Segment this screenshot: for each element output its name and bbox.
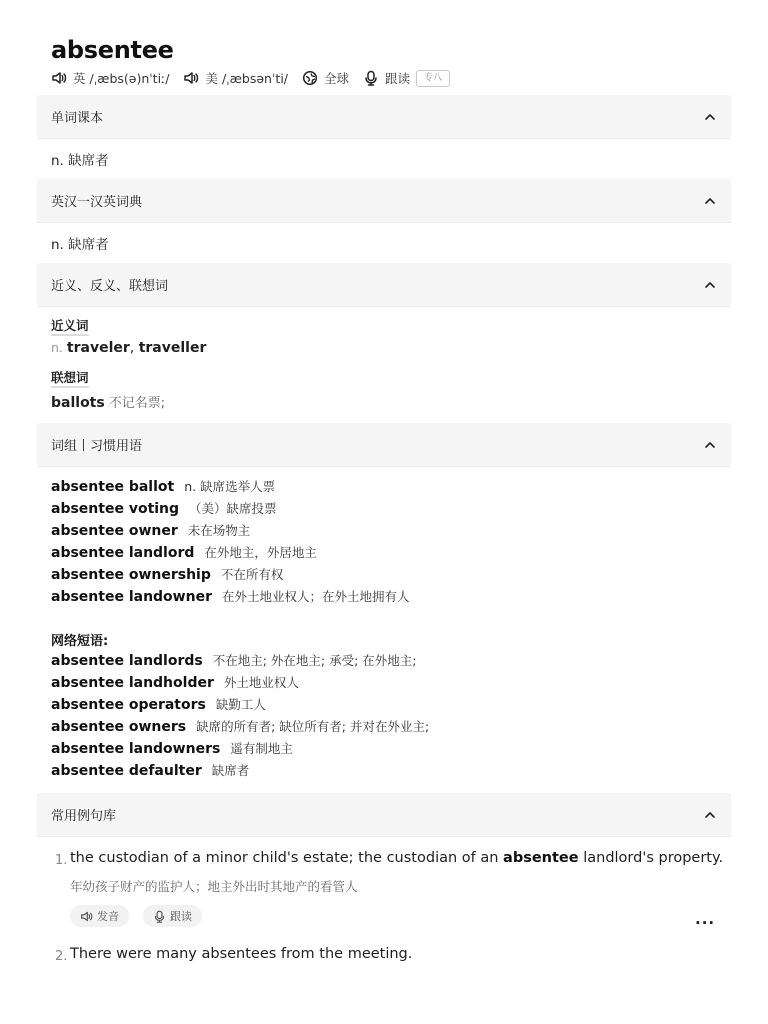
textbook-definition: n. 缺席者 [51, 153, 109, 169]
chevron-up-icon [703, 278, 717, 292]
example-text: the custodian of a minor child's estate; the custodian of an [70, 850, 504, 866]
phrase-term: absentee landlord [51, 545, 195, 561]
synonym-pos: n. [51, 340, 63, 355]
phrase-item [51, 564, 731, 586]
net-phrase-item [51, 738, 731, 760]
chevron-up-icon [703, 194, 717, 208]
association-meaning: 不记名票; [108, 396, 166, 411]
phrase-term: absentee landowner [51, 589, 212, 605]
ec-dict-definition: n. 缺席者 [51, 237, 109, 253]
phrase-term: absentee landholder [51, 675, 214, 691]
microphone-icon [363, 70, 379, 86]
net-phrase-item [51, 650, 731, 672]
example-sentence: There were many absentees from the meeting. [70, 946, 413, 962]
phrase-meaning: 不在地主; 外在地主; 承受; 在外地主; [212, 653, 417, 668]
globe-icon [302, 70, 318, 86]
section-title: 英汉一汉英词典 [51, 195, 143, 210]
net-phrase-item [51, 716, 731, 738]
us-ipa: /ˌæbsənˈti/ [222, 70, 289, 86]
phrase-term: absentee voting [51, 501, 180, 517]
phrase-item [51, 586, 731, 608]
phrase-meaning: 缺席的所有者; 缺位所有者; 并对在外业主; [196, 719, 430, 734]
association-label: 联想词 [51, 370, 89, 388]
example-translation: 年幼孩子财产的监护人；地主外出时其地产的看管人 [70, 879, 358, 894]
chevron-up-icon [703, 438, 717, 452]
phrase-item [51, 542, 731, 564]
chevron-up-icon [703, 110, 717, 124]
speaker-icon [51, 70, 67, 86]
phrase-list [51, 476, 731, 608]
synonym-label: 近义词 [51, 318, 89, 336]
uk-pronunciation-button[interactable] [51, 69, 169, 87]
phrase-term: absentee defaulter [51, 763, 202, 779]
phrase-meaning: 在外地主，外居地主 [204, 545, 317, 560]
section-title: 词组丨习惯用语 [51, 439, 143, 454]
section-header-ec-dict[interactable] [37, 179, 731, 223]
section-title: 单词课本 [51, 111, 104, 126]
uk-ipa: /ˌæbs(ə)nˈtiː/ [89, 70, 170, 86]
synonym-link[interactable]: traveler [66, 340, 130, 356]
phrase-item [51, 476, 731, 498]
section-title: 常用例句库 [51, 809, 117, 824]
us-pronunciation-button[interactable] [183, 69, 288, 87]
follow-read-example-button[interactable] [143, 905, 202, 927]
phrase-meaning: 遥有制地主 [230, 741, 293, 756]
uk-label: 英 [73, 71, 86, 86]
example-text: landlord's property. [578, 850, 724, 866]
section-header-phrases[interactable] [37, 423, 731, 467]
example-number: 1. [55, 853, 68, 868]
net-phrase-label: 网络短语: [51, 634, 109, 649]
section-header-examples[interactable] [37, 793, 731, 837]
pronunciation-row [51, 68, 464, 88]
phrase-meaning: 缺席者 [211, 763, 250, 778]
example-number: 2. [55, 949, 68, 964]
phrase-item [51, 520, 731, 542]
us-label: 美 [205, 71, 218, 86]
global-label: 全球 [324, 71, 350, 86]
association-line [51, 392, 165, 411]
phrase-term: absentee owner [51, 523, 178, 539]
follow-read-button[interactable] [363, 69, 450, 87]
phrase-term: absentee landlords [51, 653, 203, 669]
association-link[interactable]: ballots [51, 395, 105, 411]
follow-read-example-label: 跟读 [170, 910, 192, 923]
net-phrase-item [51, 760, 731, 782]
pronounce-button[interactable] [70, 905, 129, 927]
phrase-meaning: 不在所有权 [220, 567, 284, 582]
phrase-meaning: 未在场物主 [187, 523, 251, 538]
example-keyword: absentee [503, 850, 579, 866]
net-phrase-list [51, 650, 731, 782]
section-header-synonyms[interactable] [37, 263, 731, 307]
phrase-meaning: （美）缺席投票 [189, 501, 277, 516]
example-item [55, 946, 735, 970]
phrase-term: absentee ownership [51, 567, 211, 583]
chevron-up-icon [703, 808, 717, 822]
synonym-separator: , [129, 340, 135, 356]
global-pronunciation-button[interactable] [302, 69, 349, 87]
section-header-textbook[interactable] [37, 95, 731, 139]
word-title: absentee [51, 36, 174, 64]
phrase-meaning: 外土地业权人 [223, 675, 299, 690]
speaker-icon [80, 910, 93, 923]
synonym-line [51, 340, 206, 356]
example-sentence [70, 850, 723, 866]
microphone-icon [153, 910, 166, 923]
section-title: 近义、反义、联想词 [51, 279, 169, 294]
phrase-term: absentee owners [51, 719, 187, 735]
net-phrase-item [51, 672, 731, 694]
phrase-meaning: 缺勤工人 [215, 697, 266, 712]
phrase-item [51, 498, 731, 520]
level-tag: 专八 [416, 70, 450, 87]
phrase-term: absentee ballot [51, 479, 175, 495]
more-options-icon[interactable]: ... [695, 910, 716, 928]
synonym-link[interactable]: traveller [138, 340, 207, 356]
speaker-icon [183, 70, 199, 86]
phrase-term: absentee landowners [51, 741, 221, 757]
follow-read-label: 跟读 [385, 71, 411, 86]
pronounce-label: 发音 [97, 910, 119, 923]
phrase-meaning: n. 缺席选举人票 [184, 479, 276, 494]
phrase-meaning: 在外土地业权人；在外土地拥有人 [221, 589, 410, 604]
phrase-term: absentee operators [51, 697, 206, 713]
net-phrase-item [51, 694, 731, 716]
